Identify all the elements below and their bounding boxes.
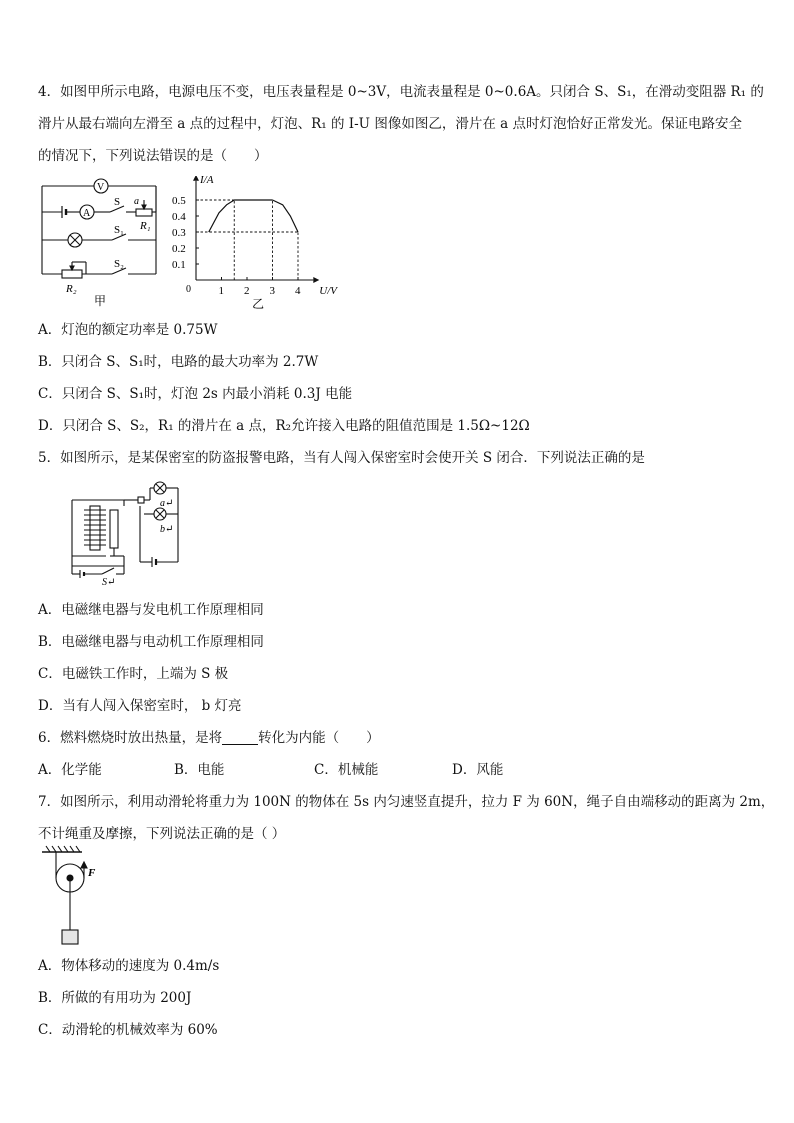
q7-option-b[interactable]: B．所做的有用功为 200J bbox=[38, 990, 192, 1006]
chart-y-tick-label: 0.2 bbox=[172, 243, 186, 255]
q4-stem-line-3: 的情况下，下列说法错误的是（ ） bbox=[38, 148, 268, 164]
q6-stem-before-blank: 6．燃料燃烧时放出热量，是将 bbox=[38, 730, 223, 746]
chart-y-axis-arrow bbox=[193, 176, 199, 181]
q6-option-b[interactable]: B．电能 bbox=[174, 762, 225, 778]
ammeter-label: A bbox=[83, 208, 91, 219]
q5-option-d[interactable]: D．当有人闯入保密室时， b 灯亮 bbox=[38, 698, 242, 714]
q7-pulley-figure bbox=[38, 842, 108, 950]
lamp-a-label: a↵ bbox=[160, 498, 174, 509]
figure-jia-caption: 甲 bbox=[94, 294, 107, 308]
chart-x-tick-label: 1 bbox=[218, 285, 224, 297]
q4-option-c[interactable]: C．只闭合 S、S₁时，灯泡 2s 内最小消耗 0.3J 电能 bbox=[38, 386, 353, 402]
force-f-label: F bbox=[88, 867, 96, 879]
slider-a-label: a bbox=[134, 196, 139, 207]
q6-answer-blank[interactable] bbox=[222, 730, 258, 745]
q7-option-c[interactable]: C．动滑轮的机械效率为 60% bbox=[38, 1022, 218, 1038]
chart-x-axis-arrow bbox=[313, 277, 319, 283]
q5-option-a[interactable]: A．电磁继电器与发电机工作原理相同 bbox=[38, 602, 264, 618]
chart-y-tick-label: 0.1 bbox=[172, 259, 186, 271]
q6-option-d[interactable]: D．风能 bbox=[452, 762, 504, 778]
switch-s1-label: S₁ bbox=[114, 224, 124, 236]
chart-origin-label: 0 bbox=[186, 284, 191, 295]
chart-y-tick-label: 0.5 bbox=[172, 195, 186, 207]
r2-label: R₂ bbox=[66, 283, 77, 295]
q7-option-a[interactable]: A．物体移动的速度为 0.4m/s bbox=[38, 958, 220, 974]
chart-y-tick-label: 0.4 bbox=[172, 211, 186, 223]
switch-s2-label: S₂ bbox=[114, 258, 124, 270]
voltmeter-label: V bbox=[97, 182, 105, 193]
q7-stem-line-2: 不计绳重及摩擦，下列说法正确的是（ ） bbox=[38, 826, 286, 842]
chart-x-axis-label: U/V bbox=[319, 285, 338, 297]
q4-iu-chart-yi bbox=[172, 176, 342, 310]
q7-stem-line-1: 7．如图所示，利用动滑轮将重力为 100N 的物体在 5s 内匀速竖直提升，拉力 F 为 60N，绳子自由端移动的距离为 2m， bbox=[38, 794, 775, 810]
q4-circuit-figure-jia bbox=[36, 174, 172, 314]
q4-stem-line-1: 4．如图甲所示电路，电源电压不变，电压表量程是 0~3V，电流表量程是 0~0.6A。只闭合 S、S₁，在滑动变阻器 R₁ 的 bbox=[38, 84, 764, 100]
q6-option-c[interactable]: C．机械能 bbox=[314, 762, 379, 778]
switch-s-label: S bbox=[114, 196, 121, 208]
chart-y-axis-label: I/A bbox=[200, 176, 214, 186]
chart-x-tick-label: 2 bbox=[244, 285, 250, 297]
q5-stem: 5．如图所示，是某保密室的防盗报警电路，当有人闯入保密室时会使开关 S 闭合．下列说法正确的是 bbox=[38, 450, 645, 466]
q4-option-d[interactable]: D．只闭合 S、S₂，R₁ 的滑片在 a 点，R₂允许接入电路的阻值范围是 1.5Ω~12Ω bbox=[38, 418, 530, 434]
q4-stem-line-2: 滑片从最右端向左滑至 a 点的过程中，灯泡、R₁ 的 I-U 图像如图乙，滑片在 a 点时灯泡恰好正常发光。保证电路安全 bbox=[38, 116, 742, 132]
q6-stem-after-blank: 转化为内能（ ） bbox=[258, 730, 380, 746]
q4-option-b[interactable]: B．只闭合 S、S₁时，电路的最大功率为 2.7W bbox=[38, 354, 319, 370]
q6-stem bbox=[38, 728, 380, 748]
q5-option-b[interactable]: B．电磁继电器与电动机工作原理相同 bbox=[38, 634, 264, 650]
chart-x-tick-label: 3 bbox=[269, 285, 275, 297]
q5-option-c[interactable]: C．电磁铁工作时，上端为 S 极 bbox=[38, 666, 229, 682]
r1-label: R₁ bbox=[140, 220, 151, 232]
q4-option-a[interactable]: A．灯泡的额定功率是 0.75W bbox=[38, 322, 218, 338]
lamp-b-label: b↵ bbox=[160, 524, 174, 535]
chart-x-tick-label: 4 bbox=[295, 285, 301, 297]
q6-option-a[interactable]: A．化学能 bbox=[38, 762, 102, 778]
chart-series-line bbox=[273, 200, 299, 232]
chart-series-line bbox=[209, 200, 235, 232]
switch-s-label: S↵ bbox=[102, 577, 116, 586]
q5-relay-circuit-figure bbox=[66, 476, 186, 586]
chart-caption: 乙 bbox=[252, 297, 265, 310]
chart-y-tick-label: 0.3 bbox=[172, 227, 186, 239]
